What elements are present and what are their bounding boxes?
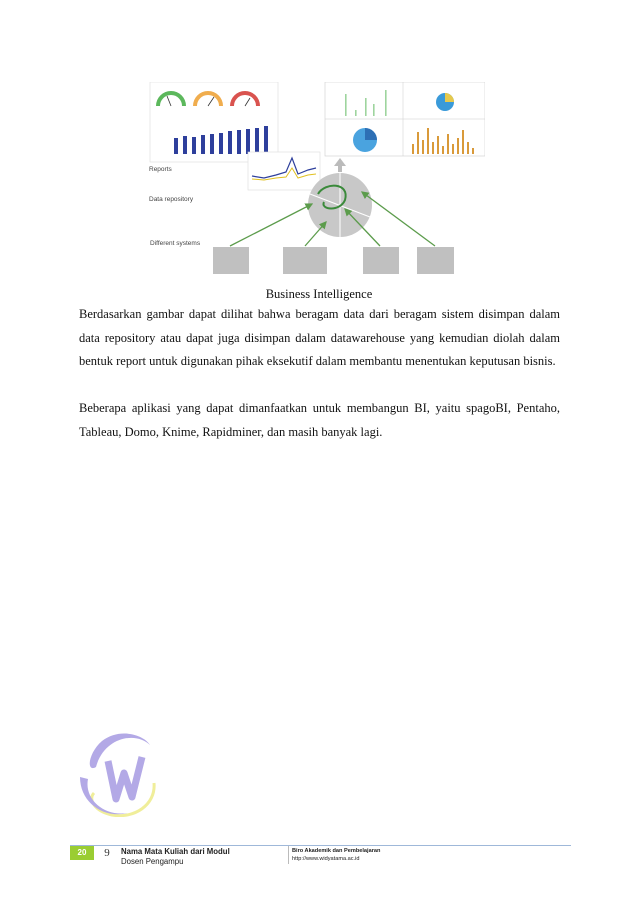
figure-caption: Business Intelligence [265, 287, 373, 301]
paragraph-1: Berdasarkan gambar dapat dilihat bahwa beragam data dari beragam sistem disimpan dalam data repository atau dapat juga disimpan dalam datawarehouse yang kemudian diolah dalam bentuk report untuk digunakan pihak eksekutif dalam membantu menentukan keputusan bisnis. [79, 307, 560, 368]
bi-figure [140, 82, 485, 277]
system-boxes [213, 247, 454, 274]
lecturer-name: Dosen Pengampu [121, 857, 184, 866]
dashboard-gauges-thumbnail [150, 82, 278, 162]
page-number: 9 [104, 847, 110, 859]
course-name: Nama Mata Kuliah dari Modul [121, 847, 230, 856]
footer-separator [288, 846, 289, 864]
reports-label: Reports [149, 166, 172, 173]
widyatama-watermark-logo [74, 727, 164, 817]
up-arrow-icon [334, 158, 346, 172]
bi-diagram [140, 82, 485, 277]
organization-name: Biro Akademik dan Pembelajaran [292, 848, 381, 854]
footer-divider [70, 845, 571, 846]
page-badge: 20 [70, 846, 94, 860]
different-systems-label: Different systems [150, 240, 201, 247]
data-repository-label: Data repository [149, 196, 194, 203]
dashboard-pies-thumbnail [325, 82, 485, 156]
paragraph-2: Beberapa aplikasi yang dapat dimanfaatkan untuk membangun BI, yaitu spagoBI, Pentaho, Tableau, Domo, Knime, Rapidminer, dan masih banyak lagi. [79, 401, 560, 439]
dashboard-line-thumbnail [248, 152, 320, 190]
organization-url[interactable]: http://www.widyatama.ac.id [292, 856, 360, 862]
